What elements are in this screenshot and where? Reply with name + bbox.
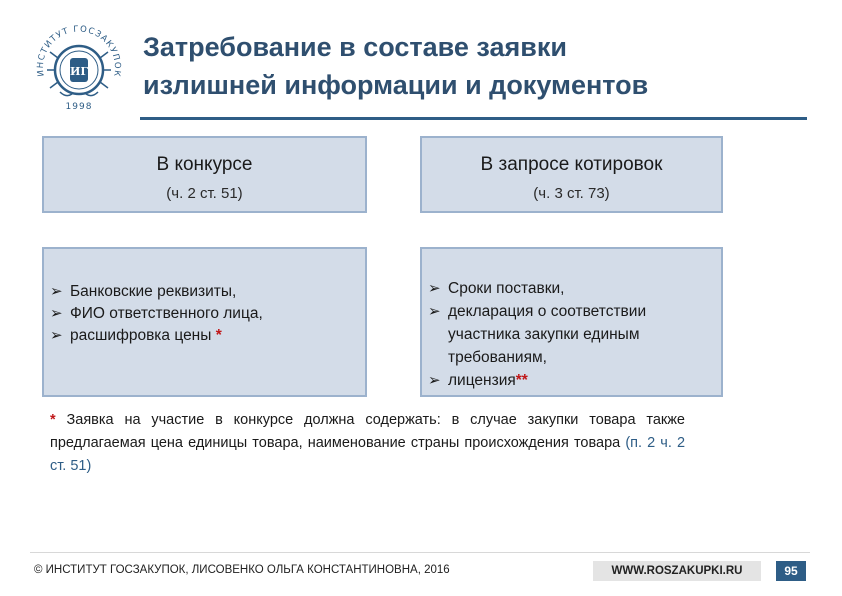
- footnote: [50, 409, 685, 478]
- quotation-header-ref: (ч. 3 ст. 73): [533, 185, 610, 202]
- list-item: ➢ лицензия**: [422, 369, 715, 392]
- footnote-text: Заявка на участие в конкурсе должна содержать: в случае закупки товара также предлагаемая цена единицы товара, наименование страны происхождения товара: [50, 412, 685, 451]
- quotation-list: [422, 277, 715, 392]
- contest-list-box: [42, 247, 367, 397]
- list-item: ➢ расшифровка цены *: [44, 325, 365, 347]
- arrowhead-bullet-icon: ➢: [428, 303, 441, 320]
- quotation-header-box: [420, 136, 723, 213]
- arrowhead-bullet-icon: ➢: [428, 372, 441, 389]
- list-item: ➢ декларация о соответствии участника закупки единым требованиям,: [422, 300, 715, 369]
- slide-title: [143, 28, 803, 104]
- logo-monogram: ИГ: [70, 65, 88, 78]
- footer-divider: [30, 552, 810, 553]
- quotation-header-title: В запросе котировок: [480, 154, 663, 175]
- arrowhead-bullet-icon: ➢: [50, 305, 63, 322]
- logo-year: 1998: [65, 102, 93, 112]
- quotation-list-box: [420, 247, 723, 397]
- footnote-star: *: [215, 327, 222, 344]
- footnote-ref: (п. 2 ч. 2 ст. 51): [50, 435, 686, 474]
- footnote-double-star: **: [515, 372, 528, 389]
- footnote-star: *: [50, 412, 56, 428]
- copyright-text: © ИНСТИТУТ ГОСЗАКУПОК, ЛИСОВЕНКО ОЛЬГА КОНСТАНТИНОВНА, 2016: [34, 564, 450, 576]
- contest-header-ref: (ч. 2 ст. 51): [166, 185, 243, 202]
- list-item: ➢ ФИО ответственного лица,: [44, 303, 365, 325]
- contest-header-box: [42, 136, 367, 213]
- institute-logo: [30, 18, 128, 116]
- page-number: 95: [776, 561, 806, 581]
- slide-title-line-1: Затребование в составе заявки: [143, 32, 567, 62]
- slide-title-line-2: излишней информации и документов: [143, 70, 649, 100]
- arrowhead-bullet-icon: ➢: [50, 283, 63, 300]
- website-link[interactable]: WWW.ROSZAKUPKI.RU: [593, 561, 761, 581]
- list-item: ➢ Сроки поставки,: [422, 277, 715, 300]
- contest-list: [44, 281, 365, 347]
- arrowhead-bullet-icon: ➢: [50, 327, 63, 344]
- title-underline: [140, 117, 807, 120]
- list-item: ➢ Банковские реквизиты,: [44, 281, 365, 303]
- logo-arc-text: ИНСТИТУТ ГОСЗАКУПОК: [35, 24, 123, 79]
- arrowhead-bullet-icon: ➢: [428, 280, 441, 297]
- contest-header-title: В конкурсе: [156, 154, 253, 175]
